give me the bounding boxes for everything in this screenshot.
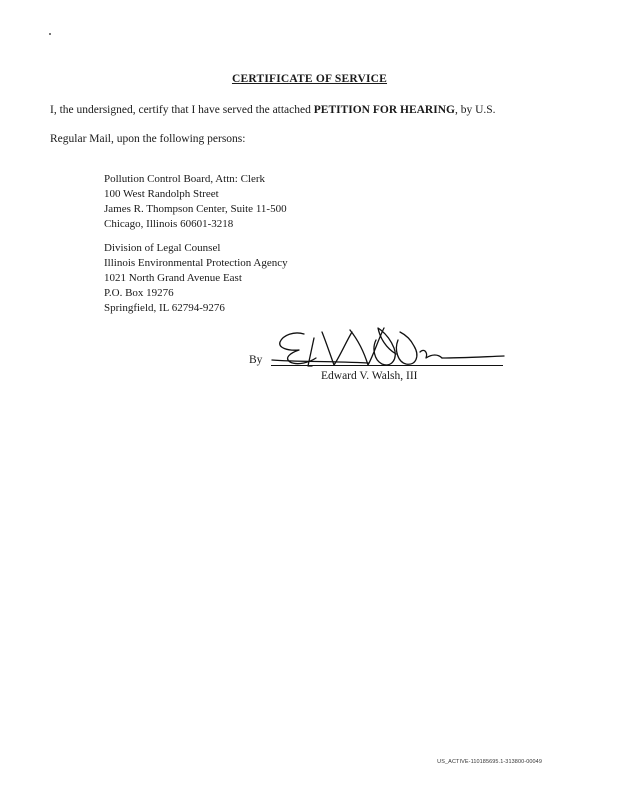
signer-name: Edward V. Walsh, III [321,370,418,382]
intro-line-2: Regular Mail, upon the following persons: [50,133,246,145]
by-label: By [249,354,263,366]
address-line: Division of Legal Counsel [104,242,221,254]
address-line: Springfield, IL 62794-9276 [104,302,225,314]
intro-line-1 [50,104,496,116]
intro-suffix: , by U.S. [454,104,496,116]
document-title: CERTIFICATE OF SERVICE [231,73,388,85]
document-id-footer: US_ACTIVE-110185695.1-313800-00049 [437,759,542,765]
intro-document-name: PETITION FOR HEARING [313,104,455,116]
signature-line [271,365,503,366]
address-line: Illinois Environmental Protection Agency [104,257,288,269]
address-line: 100 West Randolph Street [104,188,219,200]
recipient-address-1 [104,172,287,232]
recipient-address-2 [104,241,288,316]
address-line: 1021 North Grand Avenue East [104,272,242,284]
address-line: James R. Thompson Center, Suite 11-500 [104,203,287,215]
address-line: P.O. Box 19276 [104,287,174,299]
scan-speck [49,33,51,35]
address-line: Pollution Control Board, Attn: Clerk [104,173,266,185]
intro-prefix: I, the undersigned, certify that I have served the attached [50,104,314,116]
address-line: Chicago, Illinois 60601-3218 [104,218,234,230]
